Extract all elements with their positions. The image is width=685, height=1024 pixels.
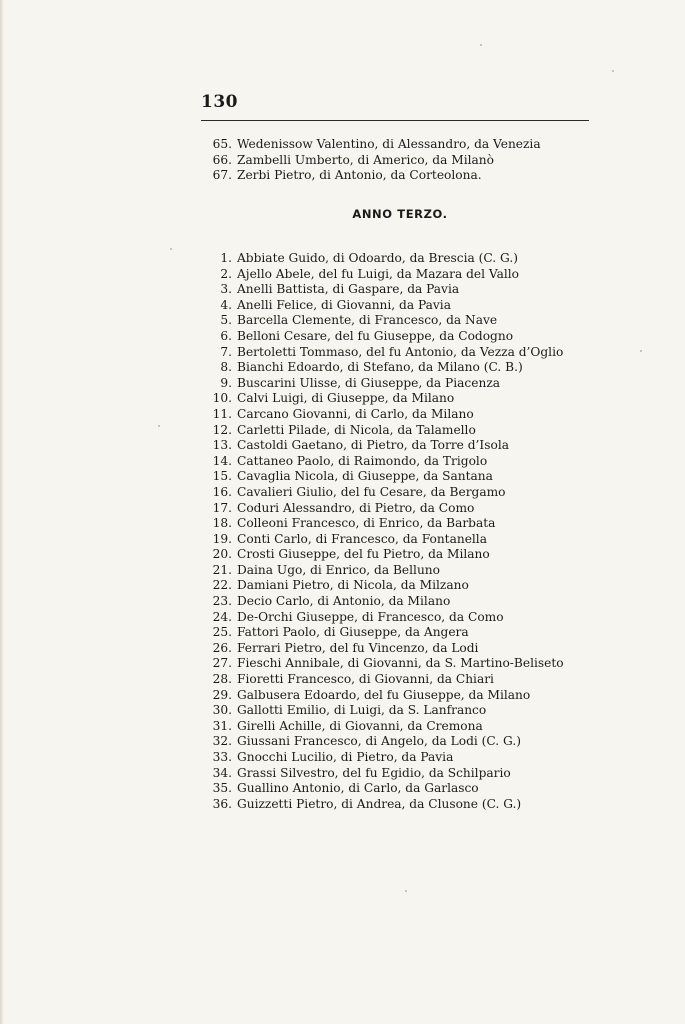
list-item [200, 168, 620, 184]
entry-text: Ajello Abele, del fu Luigi, da Mazara del Vallo [237, 266, 519, 281]
entry-text: Daina Ugo, di Enrico, da Belluno [237, 562, 440, 577]
list-item [200, 688, 620, 704]
entry-number: 32. [212, 734, 232, 749]
entry-text: Fioretti Francesco, di Giovanni, da Chiari [237, 672, 494, 687]
entry-text: Girelli Achille, di Giovanni, da Cremona [237, 718, 483, 733]
list-item [200, 469, 620, 485]
entry-number: 8. [220, 360, 232, 375]
entry-number: 67. [212, 168, 232, 183]
entry-text: Belloni Cesare, del fu Giuseppe, da Codogno [237, 328, 514, 343]
entry-text: Decio Carlo, di Antonio, da Milano [237, 594, 451, 609]
entry-text: Bianchi Edoardo, di Stefano, da Milano (C. B.) [237, 360, 523, 375]
entry-text: Ferrari Pietro, del fu Vincenzo, da Lodi [237, 640, 479, 655]
entry-number: 27. [212, 656, 232, 671]
paper-speck [480, 44, 482, 46]
entry-number: 2. [220, 266, 232, 281]
entry-number: 14. [212, 453, 232, 468]
entry-number: 31. [212, 718, 232, 733]
entry-text: Barcella Clemente, di Francesco, da Nave [237, 313, 498, 328]
entry-number: 6. [220, 328, 232, 343]
entry-number: 28. [212, 672, 232, 687]
list-item [200, 719, 620, 735]
entry-text: Guallino Antonio, di Carlo, da Garlasco [237, 781, 479, 796]
list-item [200, 641, 620, 657]
paper-speck [170, 248, 172, 250]
entry-text: Carcano Giovanni, di Carlo, da Milano [237, 406, 474, 421]
list-item [200, 282, 620, 298]
entry-number: 7. [220, 344, 232, 359]
list-item [200, 501, 620, 517]
list-item [200, 656, 620, 672]
list-item [200, 137, 620, 153]
list-item [200, 578, 620, 594]
entry-number: 23. [212, 594, 232, 609]
entry-text: Cavaglia Nicola, di Giuseppe, da Santana [237, 469, 493, 484]
entry-text: Anelli Battista, di Gaspare, da Pavia [237, 282, 460, 297]
list-item [200, 345, 620, 361]
entry-number: 25. [212, 625, 232, 640]
entry-text: Grassi Silvestro, del fu Egidio, da Schilpario [237, 765, 511, 780]
entry-text: Buscarini Ulisse, di Giuseppe, da Piacenza [237, 375, 501, 390]
entry-text: Zambelli Umberto, di Americo, da Milanò [237, 152, 494, 167]
paper-speck [640, 350, 642, 352]
page-number: 130 [201, 92, 238, 112]
entry-number: 35. [212, 781, 232, 796]
entry-text: Fieschi Annibale, di Giovanni, da S. Martino-Beliseto [237, 656, 564, 671]
entry-text: Galbusera Edoardo, del fu Giuseppe, da Milano [237, 687, 531, 702]
entry-text: Damiani Pietro, di Nicola, da Milzano [237, 578, 469, 593]
entry-number: 12. [212, 422, 232, 437]
entry-number: 16. [212, 484, 232, 499]
list-item [200, 153, 620, 169]
entry-number: 22. [212, 578, 232, 593]
list-item [200, 766, 620, 782]
entry-text: Cattaneo Paolo, di Raimondo, da Trigolo [237, 453, 488, 468]
entry-text: Carletti Pilade, di Nicola, da Talamello [237, 422, 476, 437]
list-item [200, 360, 620, 376]
entry-number: 13. [212, 438, 232, 453]
entry-text: Gallotti Emilio, di Luigi, da S. Lanfranco [237, 703, 487, 718]
list-item [200, 563, 620, 579]
list-item [200, 750, 620, 766]
entry-text: Castoldi Gaetano, di Pietro, da Torre d’Isola [237, 438, 510, 453]
entry-text: Colleoni Francesco, di Enrico, da Barbata [237, 516, 496, 531]
entry-text: Conti Carlo, di Francesco, da Fontanella [237, 531, 487, 546]
entry-number: 26. [212, 640, 232, 655]
entry-text: Zerbi Pietro, di Antonio, da Corteolona. [237, 168, 482, 183]
entry-number: 21. [212, 562, 232, 577]
entry-list [200, 251, 620, 812]
list-item [200, 485, 620, 501]
section-heading: ANNO TERZO. [352, 207, 448, 221]
paper-speck [158, 425, 160, 427]
entry-text: Bertoletti Tommaso, del fu Antonio, da Vezza d’Oglio [237, 344, 564, 359]
entry-text: Crosti Giuseppe, del fu Pietro, da Milano [237, 547, 490, 562]
entry-number: 29. [212, 687, 232, 702]
list-item [200, 797, 620, 813]
list-item [200, 594, 620, 610]
list-item [200, 703, 620, 719]
list-item [200, 610, 620, 626]
entry-text: Fattori Paolo, di Giuseppe, da Angera [237, 625, 469, 640]
entry-number: 5. [220, 313, 232, 328]
page-edge [0, 0, 4, 1024]
list-item [200, 547, 620, 563]
list-item [200, 672, 620, 688]
list-item [200, 329, 620, 345]
list-item [200, 391, 620, 407]
list-item [200, 376, 620, 392]
entry-text: Cavalieri Giulio, del fu Cesare, da Bergamo [237, 484, 506, 499]
list-item [200, 267, 620, 283]
entry-number: 17. [212, 500, 232, 515]
list-item [200, 251, 620, 267]
entry-number: 10. [212, 391, 232, 406]
entry-number: 11. [212, 406, 232, 421]
entry-text: Coduri Alessandro, di Pietro, da Como [237, 500, 475, 515]
list-item [200, 781, 620, 797]
entry-number: 9. [220, 375, 232, 390]
entry-number: 3. [220, 282, 232, 297]
entry-number: 18. [212, 516, 232, 531]
entry-number: 1. [220, 251, 232, 265]
list-item [200, 313, 620, 329]
list-item [200, 407, 620, 423]
entry-text: De-Orchi Giuseppe, di Francesco, da Como [237, 609, 504, 624]
entry-number: 15. [212, 469, 232, 484]
entry-number: 65. [212, 137, 232, 151]
list-item [200, 423, 620, 439]
paper-speck [405, 890, 407, 892]
entry-number: 30. [212, 703, 232, 718]
entry-number: 66. [212, 152, 232, 167]
entry-number: 33. [212, 750, 232, 764]
entry-text: Abbiate Guido, di Odoardo, da Brescia (C. G.) [237, 251, 518, 265]
entry-text: Giussani Francesco, di Angelo, da Lodi (C. G.) [237, 734, 521, 749]
entry-number: 19. [212, 531, 232, 546]
list-item [200, 454, 620, 470]
list-item [200, 298, 620, 314]
paper-speck [612, 70, 614, 72]
entry-text: Calvi Luigi, di Giuseppe, da Milano [237, 391, 455, 406]
list-item [200, 532, 620, 548]
entry-number: 24. [212, 609, 232, 624]
entry-number: 34. [212, 765, 232, 780]
list-item [200, 734, 620, 750]
entry-text: Anelli Felice, di Giovanni, da Pavia [237, 297, 451, 312]
entry-text: Wedenissow Valentino, di Alessandro, da Venezia [237, 137, 541, 151]
entry-number: 20. [212, 547, 232, 562]
list-item [200, 438, 620, 454]
previous-entry-list [200, 137, 620, 184]
header-rule [201, 120, 589, 121]
entry-text: Guizzetti Pietro, di Andrea, da Clusone (C. G.) [237, 796, 522, 811]
entry-number: 4. [220, 297, 232, 312]
entry-text: Gnocchi Lucilio, di Pietro, da Pavia [237, 750, 454, 764]
list-item [200, 625, 620, 641]
list-item [200, 516, 620, 532]
entry-number: 36. [212, 796, 232, 811]
